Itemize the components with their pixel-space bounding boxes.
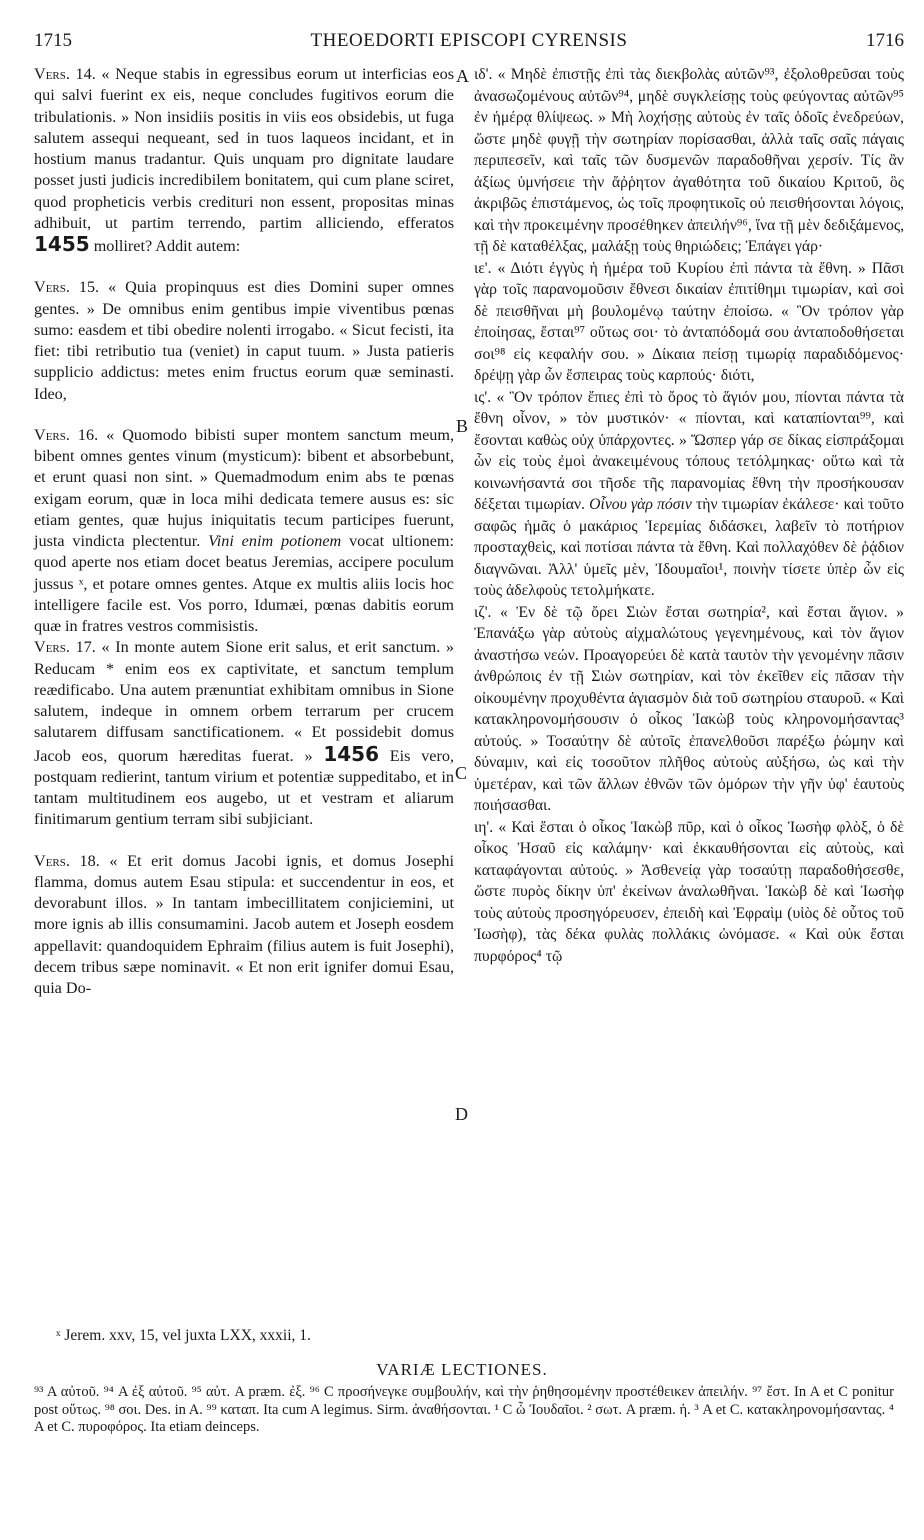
verse-16-greek <box>474 387 904 602</box>
latin-column <box>34 64 454 999</box>
verse-18-greek: ιη'. « Καὶ ἔσται ὁ οἶκος Ἰακὼβ πῦρ, καὶ ὁ οἶκος Ἰωσὴφ φλὸξ, ὁ δὲ οἶκος Ἠσαῦ εἰς καλάμην· καὶ ἐκκαυθήσονται εἰς αὐτοὺς, καὶ καταφάγονται αὐτούς. » Ἀσθενείᾳ γὰρ τοσαύτῃ παραδοθήσεσθε, ὥστε πυρὸς δίκην ὑπ' ἐκείνων ἀναλωθῆναι. Ἰακὼβ δὲ καὶ Ἰωσὴφ τοὺς αὐτοὺς προσηγόρευσεν, ἐπειδὴ καὶ Ἐφραὶμ (υἱὸς δὲ οὗτος τοῦ Ἰωσὴφ), τὰς δέκα φυλὰς πολλάκις ὠνόμασε. « Καὶ οὐκ ἔσται πυρφόρος⁴ τῷ <box>474 818 904 965</box>
verse-text: molliret? Addit autem: <box>93 237 241 255</box>
footnote: ˣ Jerem. xxv, 15, vel juxta LXX, xxxii, 1. <box>56 1327 311 1344</box>
running-header <box>34 30 904 56</box>
margin-marker-b: B <box>456 416 469 436</box>
greek-column <box>474 64 904 967</box>
column-number: 1455 <box>34 232 90 256</box>
verse-15-greek: ιε'. « Διότι ἐγγὺς ἡ ἡμέρα τοῦ Κυρίου ἐπὶ πάντα τὰ ἔθνη. » Πᾶσι γὰρ τοῖς παρανομοῦσιν ἔθνεσι δικαίαν ἐπιτίθημι τιμωρίαν, καὶ σοὶ δὲ πεισθῆναι μὴ βουλομένῳ ταύτην ἐποίσω. « Ὃν τρόπον γὰρ ἐποίησας, ἔσται⁹⁷ οὕτως σοι· τὸ ἀνταπόδομά σου ἀνταποδοθήσεται σοι⁹⁸ εἰς κεφαλήν σου. » Δίκαια πείσῃ τιμωρίᾳ παραδιδόμενος· δρέψῃ γὰρ ὧν ἔσπειρας τοὺς καρπούς· διότι, <box>474 259 904 384</box>
verse-16-latin <box>34 425 454 638</box>
verse-label: Vers. 16. <box>34 425 99 444</box>
verse-text: Eis vero, postquam redierint, tantum virium et potentiæ suppeditabo, et in tantam multitudinem eos augebo, ut et vestram et aliarum finitimarum gentium terram sibi subjiciant. <box>34 746 455 829</box>
margin-marker-a: A <box>456 66 469 86</box>
verse-text: « Quomodo bibisti super montem sanctum meum, bibent omnes gentes vinum (mysticum): bibent et absorbebunt, et erunt quasi non sint. » Quemadmodum enim abs te pœnas exigam eorum, quæ in loca mihi dedicata temere ausus es: sic etiam gentes, quæ hujus iniquitatis tecum participes fuerunt, justa vindicta plectentur. <box>34 425 454 550</box>
variae-lectiones-heading: VARIÆ LECTIONES. <box>376 1360 548 1379</box>
verse-14-latin <box>34 64 454 257</box>
verse-18-latin <box>34 851 454 1000</box>
verse-text: ις'. « Ὃν τρόπον ἔπιες ἐπὶ τὸ ὄρος τὸ ἅγιόν μου, πίονται πάντα τὰ ἔθνη οἶνον, » τὸν μυστικόν· « πίονται, καὶ καταπίονται⁹⁹, καὶ ἔσονται καθὼς οὐχ ὑπάρχοντες. » Ὥσπερ γάρ σε δίκας εἰσπράξομαι ὧν εἰς τοὺς ἐμοὶ ἀνακειμένους τόπους τετόλμηκας· οὕτω καὶ τὰ κοινωνήσαντά σοι τῆσδε τῆς παρανομίας ἔθνη τὴν προσήκουσαν δέξεται τιμωρίαν. <box>474 388 904 513</box>
verse-label: Vers. 14. <box>34 65 96 83</box>
verse-text: « Quia propinquus est dies Domini super omnes gentes. » De omnibus enim gentibus impie viventibus pœnas sumo: easdem et tibi obedire nolenti irrogabo. « Sicut fecisti, ita fiet: tibi retributio tua (veniet) in caput tuum. » Justa patieris supplicio addictus: metes enim fructus eorum quæ seminasti. Ideo, <box>34 278 455 403</box>
verse-text: « Neque stabis in egressibus eorum ut interficias eos qui salvi fuerint ex eis, neque concludes fugitivos eorum die tribulationis. » Non insidiis positis in viis eos obsidebis, ut fuga salutem assequi nequeant, sed in tuos laqueos incidant, et in hostium manus tradantur. Quis unquam pro dignitate laudare posset justi judicis incredibilem bonitatem, qui cum plane sciret, quod propheticis verbis crediturі non essent, propositas minas adhibuit, ut partim terrendo, partim alliciendo, efferatos <box>34 65 454 232</box>
verse-text: τὴν τιμωρίαν ἐκάλεσε· καὶ τοῦτο σαφῶς ἡμᾶς ὁ μακάριος Ἱερεμίας διδάσκει, λαβεῖν τὸ ποτήριον προσταχθεὶς, καὶ ποτίσαι πάντα τὰ ἔθνη. Καὶ πολλαχόθεν δὲ ῥᾴδιον διαγνῶναι. Ἀλλ' ὑμεῖς μὲν, Ἰδουμαῖοι¹, ποινὴν τίσετε ὑπὲρ ὧν εἰς τοὺς ἀδελφοὺς τετολμήκατε. <box>474 496 905 599</box>
verse-17-greek: ιζ'. « Ἐν δὲ τῷ ὄρει Σιὼν ἔσται σωτηρία², καὶ ἔσται ἅγιον. » Ἐπανάξω γὰρ αὐτοὺς αἰχμαλώτους γεγενημένους, καὶ τὸν ἅγιον ἀναστήσω νεών. Προαγορεύει δὲ κατὰ ταυτὸν τὴν γενομένην πᾶσιν ἀνθρώποις ἐν τῇ Σιὼν σωτηρίαν, καὶ τὸν ἐκεῖθεν εἰς πᾶσαν τὴν οἰκουμένην προχυθέντα ἁγιασμὸν διὰ τοῦ σωτηρίου σταυροῦ. « Καὶ κατακληρονομήσουσιν ὁ οἶκος Ἰακὼβ τοὺς κληρονομήσαντας³ αὐτούς. » Τοσαύτην δὲ αὐτοῖς ἐπανελθοῦσι παρέξω ῥώμην καὶ δύναμιν, καὶ εἰς τοσοῦτον πλῆθος αὐτοὺς αὐξήσω, ὡς καὶ τὴν ὑμετέραν, καὶ τῶν ἄλλων ἐθνῶν τῶν ὁμόρων τὴν γῆν ὑφ' ἑαυτοὺς ποιήσασθαι. <box>474 603 904 814</box>
verse-text: « Et erit domus Jacobi ignis, et domus Josephi flamma, domus autem Esau stipula: et succendentur in eos, et devorabunt illos. » In tantam imbecillitatem conjiciemini, ut more ignis ab illis consumamini. Jacob autem et Joseph eosdem appellavit: quandoquidem Ephraim (filius autem is fuit Josephi), decem tribus sæpe nominavit. « Et non erit ignifer domui Esau, quia Do- <box>34 851 454 997</box>
verse-label: Vers. 17. <box>34 638 96 657</box>
verse-15-latin <box>34 277 454 405</box>
verse-text: « In monte autem Sione erit salus, et erit sanctum. » Reducam * enim eos ex captivitate, et sanctum templum reædificabo. Una autem prænuntiat exhibitam omnibus in Sione salutem, indeque in omnem orbem terrarum per crucem salutarem diffusam sanctificationem. « Et possidebit domus Jacob eos, quorum hæreditas fuerat. » <box>34 638 454 765</box>
verse-17-latin <box>34 637 454 830</box>
verse-text: vocat ultionem: quod aperte nos etiam docet beatus Jeremias, accipere poculum jussus ˣ, et potare omnes gentes. Atque ex multis aliis locis hoc intelligere facile est. Vos porro, Idumæi, pœnas dabitis eorum quæ in fratres vestros commisistis. <box>34 532 454 635</box>
verse-14-greek: ιδ'. « Μηδὲ ἐπιστῇς ἐπὶ τὰς διεκβολὰς αὐτῶν⁹³, ἐξολοθρεῦσαι τοὺς ἀνασωζομένους αὐτῶν⁹⁴, μηδὲ συγκλείσῃς τοὺς φεύγοντας αὐτῶν⁹⁵ ἐν ἡμέρᾳ θλίψεως. » Μὴ λοχήσῃς αὐτοὺς ἐν ταῖς ὁδοῖς ἐνεδρεύων, ὥστε μηδὲ φυγῇ τὴν σωτηρίαν πορίσασθαι, ἀλλὰ ταῖς σαῖς πάγαις περιπεσεῖν, καὶ ταῖς τῶν δυσμενῶν παραδοθῆναι χερσίν. Τίς ἂν ἀξίως ὑμνήσειε τὴν ἄῤῥητον ἀγαθότητα τοῦ δικαίου Κριτοῦ, ὃς ἀκριβῶς ἐπιστάμενος, ὡς τοῖς προφητικοῖς οὐ πεισθήσονται λόγοις, καὶ τὴν προκειμένην προσέθηκεν ἀπειλήν⁹⁶, ἵνα τῇ μὲν δεδιξάμενος, τῇ δὲ καταθέλξας, μαλάξῃ τοὺς θηριώδεις; Ἐπάγει γάρ· <box>474 66 904 255</box>
italic-phrase: Vini enim potionem <box>208 532 342 550</box>
page-number-left: 1715 <box>34 30 72 51</box>
verse-label: Vers. 15. <box>34 278 100 297</box>
italic-phrase: Οἶνου γὰρ πόσιν <box>589 496 692 513</box>
column-number: 1456 <box>323 741 379 766</box>
running-title: THEOEDORTI EPISCOPI CYRENSIS <box>310 30 628 51</box>
variae-lectiones-text: ⁹³ A αὐτοῦ. ⁹⁴ A ἐξ αὐτοῦ. ⁹⁵ αὐτ. A præm. ἐξ. ⁹⁶ C προσήνεγκε συμβουλήν, καὶ τὴν ῥηθησομένην προστέθεικεν ἀπειλήν. ⁹⁷ ἔστ. In A et C ponitur post οὕτως. ⁹⁸ σοι. Des. in A. ⁹⁹ καταπ. Ita cum A legimus. Sirm. ἀναθήσονται. ¹ C ὦ Ἰουδαῖοι. ² σωτ. A præm. ἡ. ³ A et C. κατακληρονομήσαντας. ⁴ A et C. πυροφόρος. Ita etiam deinceps. <box>34 1384 894 1435</box>
page-number-right: 1716 <box>866 30 904 51</box>
margin-marker-c: C <box>455 763 468 783</box>
verse-label: Vers. 18. <box>34 851 100 870</box>
margin-marker-d: D <box>455 1104 468 1124</box>
